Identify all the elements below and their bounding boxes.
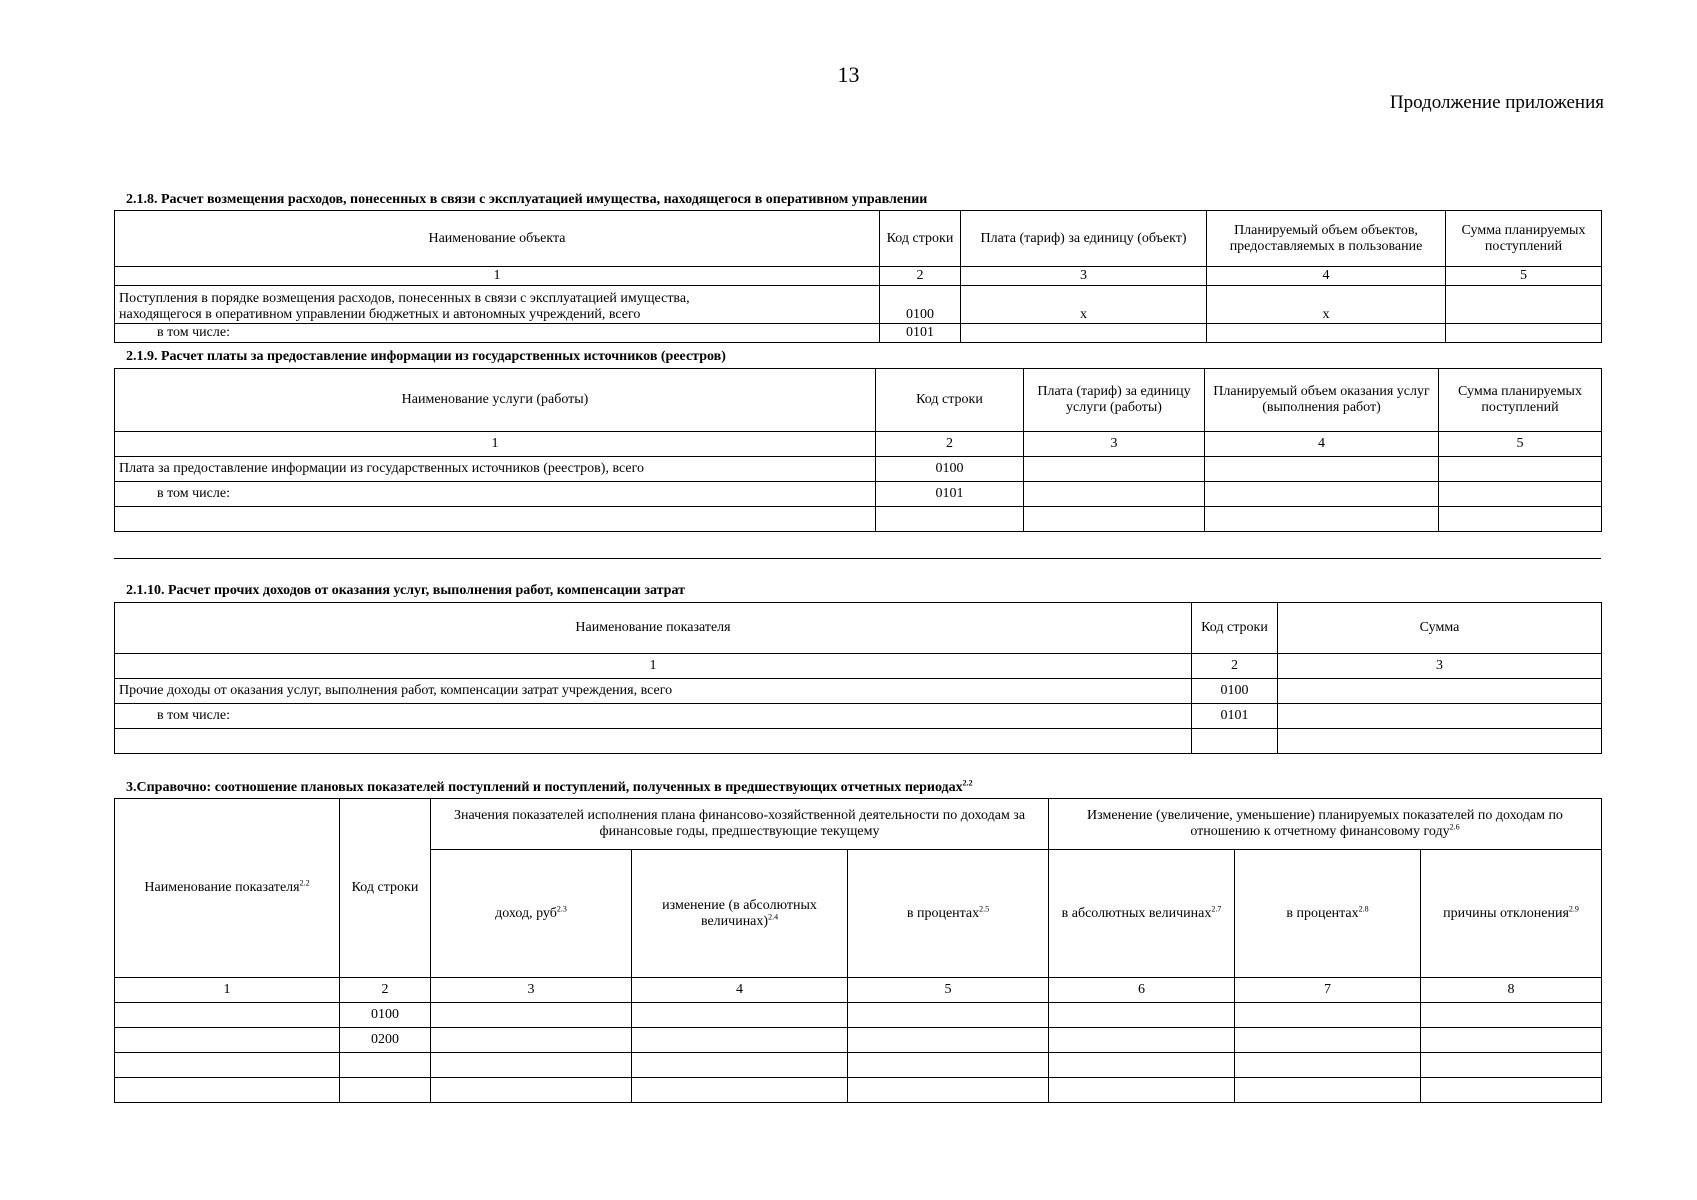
- row-cell: [340, 1078, 431, 1103]
- col-service-name: Наименование услуги (работы): [115, 369, 876, 432]
- row-tariff: х: [961, 286, 1207, 324]
- row-cell: [632, 1028, 848, 1053]
- footnote-ref: 2.2: [299, 878, 310, 888]
- row-cell: [340, 1053, 431, 1078]
- col-number: 2: [876, 432, 1024, 457]
- col-number: 4: [1205, 432, 1439, 457]
- row-volume: [1205, 482, 1439, 507]
- row-sum: [1278, 704, 1602, 729]
- col-indicator-name: Наименование показателя: [115, 603, 1192, 654]
- row-cell: [1235, 1028, 1421, 1053]
- col-number: 3: [1278, 654, 1602, 679]
- row-cell: [431, 1028, 632, 1053]
- col-code: Код строки: [876, 369, 1024, 432]
- footnote-ref: 2.9: [1568, 903, 1579, 913]
- row-name-line: находящегося в оперативном управлении бюджетных и автономных учреждений, всего: [119, 307, 641, 322]
- col-tariff: Плата (тариф) за единицу (объект): [961, 211, 1207, 267]
- row-cell: [1421, 1078, 1602, 1103]
- col-number: 1: [115, 432, 876, 457]
- row-cell: [632, 1078, 848, 1103]
- row-name: Прочие доходы от оказания услуг, выполнения работ, компенсации затрат учреждения, всего: [115, 679, 1192, 704]
- row-name: в том числе:: [115, 324, 880, 343]
- row-cell: [115, 1028, 340, 1053]
- table-2110-number-row: [115, 654, 1602, 679]
- col-number: 2: [340, 978, 431, 1003]
- section-3-title-text: 3.Справочно: соотношение плановых показателей поступлений и поступлений, полученных в предшествующих отчетных периодах: [126, 780, 963, 795]
- row-code: 0101: [876, 482, 1024, 507]
- row-name: [115, 286, 880, 324]
- row-cell: [431, 1078, 632, 1103]
- table-218: [114, 210, 1602, 343]
- row-tariff: [1024, 507, 1205, 532]
- row-cell: [431, 1053, 632, 1078]
- col-number: 3: [431, 978, 632, 1003]
- row-tariff: [961, 324, 1207, 343]
- col-absolute-text: в абсолютных величинах: [1061, 905, 1212, 921]
- col-percent-text: в процентах: [906, 905, 980, 921]
- row-cell: [848, 1028, 1049, 1053]
- col-sum: Сумма планируемых поступлений: [1439, 369, 1602, 432]
- row-cell: [1421, 1028, 1602, 1053]
- row-volume: [1205, 457, 1439, 482]
- table-219-header-row: [115, 369, 1602, 432]
- row-sum: [1446, 324, 1602, 343]
- table-219-number-row: [115, 432, 1602, 457]
- row-code: 0200: [340, 1028, 431, 1053]
- row-name: [115, 507, 876, 532]
- col-percent-change: [1235, 850, 1421, 978]
- table-row: [115, 679, 1602, 704]
- row-cell: [1049, 1078, 1235, 1103]
- col-percent-change-text: в процентах: [1286, 905, 1359, 921]
- table-3-number-row: [115, 978, 1602, 1003]
- footnote-ref: 2.7: [1211, 903, 1222, 913]
- col-number: 1: [115, 654, 1192, 679]
- table-3-header-row: [115, 799, 1602, 850]
- footnote-ref: 2.8: [1358, 903, 1369, 913]
- row-volume: [1205, 507, 1439, 532]
- col-number: 5: [848, 978, 1049, 1003]
- table-2110-header-row: [115, 603, 1602, 654]
- col-sum: Сумма: [1278, 603, 1602, 654]
- col-number: 4: [1207, 267, 1446, 286]
- row-code: 0101: [1192, 704, 1278, 729]
- table-row: [115, 1078, 1602, 1103]
- col-change-absolute-text: изменение (в абсолютных величинах): [662, 897, 817, 929]
- row-cell: [1421, 1053, 1602, 1078]
- table-row: [115, 507, 1602, 532]
- row-sum: [1439, 457, 1602, 482]
- row-cell: [1235, 1078, 1421, 1103]
- row-cell: [431, 1003, 632, 1028]
- row-name: в том числе:: [115, 704, 1192, 729]
- table-row: [115, 1028, 1602, 1053]
- row-code: 0100: [876, 457, 1024, 482]
- row-tariff: [1024, 457, 1205, 482]
- row-cell: [115, 1078, 340, 1103]
- footnote-ref: 2.4: [768, 911, 779, 921]
- row-cell: [1421, 1003, 1602, 1028]
- col-group-change: [1049, 799, 1602, 850]
- row-code: [1192, 729, 1278, 754]
- row-cell: [1235, 1003, 1421, 1028]
- row-volume: [1207, 324, 1446, 343]
- col-number: 2: [1192, 654, 1278, 679]
- col-number: 2: [880, 267, 961, 286]
- table-row: [115, 704, 1602, 729]
- col-code: Код строки: [1192, 603, 1278, 654]
- footnote-ref: 2.3: [556, 903, 567, 913]
- col-percent: [848, 850, 1049, 978]
- row-cell: [1049, 1053, 1235, 1078]
- row-sum: [1446, 286, 1602, 324]
- row-sum: [1439, 507, 1602, 532]
- row-name: Плата за предоставление информации из государственных источников (реестров), всего: [115, 457, 876, 482]
- col-deviation-reasons-text: причины отклонения: [1443, 905, 1569, 921]
- row-sum: [1278, 679, 1602, 704]
- row-volume: х: [1207, 286, 1446, 324]
- col-income: [431, 850, 632, 978]
- col-income-text: доход, руб: [495, 905, 557, 921]
- row-cell: [115, 1053, 340, 1078]
- row-cell: [848, 1003, 1049, 1028]
- col-volume: Планируемый объем оказания услуг (выполнения работ): [1205, 369, 1439, 432]
- col-number: 1: [115, 267, 880, 286]
- row-sum: [1439, 482, 1602, 507]
- col-number: 7: [1235, 978, 1421, 1003]
- section-3-title: [126, 780, 973, 796]
- col-number: 3: [961, 267, 1207, 286]
- col-number: 5: [1439, 432, 1602, 457]
- col-deviation-reasons: [1421, 850, 1602, 978]
- row-code: 0100: [1192, 679, 1278, 704]
- col-group-execution: Значения показателей исполнения плана финансово-хозяйственной деятельности по доходам за финансовые годы, предшествующие текущему: [431, 799, 1049, 850]
- row-name: [115, 729, 1192, 754]
- col-number: 8: [1421, 978, 1602, 1003]
- section-219-title: 2.1.9. Расчет платы за предоставление информации из государственных источников (реестров): [126, 349, 726, 364]
- col-indicator-name: [115, 799, 340, 978]
- col-change-absolute: [632, 850, 848, 978]
- row-cell: [632, 1053, 848, 1078]
- col-group-change-text: Изменение (увеличение, уменьшение) планируемых показателей по доходам по отношению к отчетному финансовому году: [1087, 808, 1563, 839]
- col-number: 3: [1024, 432, 1205, 457]
- col-code: Код строки: [880, 211, 961, 267]
- col-tariff: Плата (тариф) за единицу услуги (работы): [1024, 369, 1205, 432]
- footnote-ref: 2.5: [979, 903, 990, 913]
- row-code: 0101: [880, 324, 961, 343]
- table-2110: [114, 602, 1602, 754]
- row-code: 0100: [880, 286, 961, 324]
- row-code: 0100: [340, 1003, 431, 1028]
- row-cell: [848, 1078, 1049, 1103]
- col-object-name: Наименование объекта: [115, 211, 880, 267]
- col-absolute: [1049, 850, 1235, 978]
- col-sum: Сумма планируемых поступлений: [1446, 211, 1602, 267]
- row-tariff: [1024, 482, 1205, 507]
- col-volume: Планируемый объем объектов, предоставляемых в пользование: [1207, 211, 1446, 267]
- divider-line: [114, 558, 1601, 559]
- table-219: [114, 368, 1602, 532]
- col-number: 4: [632, 978, 848, 1003]
- row-sum: [1278, 729, 1602, 754]
- col-code: Код строки: [340, 799, 431, 978]
- section-2110-title: 2.1.10. Расчет прочих доходов от оказания услуг, выполнения работ, компенсации затрат: [126, 583, 685, 598]
- row-cell: [115, 1003, 340, 1028]
- row-cell: [1049, 1003, 1235, 1028]
- table-row: [115, 324, 1602, 343]
- row-code: [876, 507, 1024, 532]
- table-row: [115, 1003, 1602, 1028]
- table-row: [115, 286, 1602, 324]
- col-number: 6: [1049, 978, 1235, 1003]
- footnote-ref: 2.2: [962, 778, 973, 788]
- continuation-label: Продолжение приложения: [1389, 92, 1604, 113]
- table-3: [114, 798, 1602, 1103]
- table-row: [115, 457, 1602, 482]
- footnote-ref: 2.6: [1449, 822, 1460, 832]
- row-cell: [1049, 1028, 1235, 1053]
- row-cell: [848, 1053, 1049, 1078]
- row-cell: [632, 1003, 848, 1028]
- section-218-title: 2.1.8. Расчет возмещения расходов, понесенных в связи с эксплуатацией имущества, находящегося в оперативном управлении: [126, 192, 928, 207]
- col-number: 5: [1446, 267, 1602, 286]
- row-cell: [1235, 1053, 1421, 1078]
- row-name: в том числе:: [115, 482, 876, 507]
- row-name-line: Поступления в порядке возмещения расходов, понесенных в связи с эксплуатацией имущества,: [119, 291, 690, 306]
- table-218-header-row: [115, 211, 1602, 267]
- page-number: 13: [837, 62, 860, 87]
- col-number: 1: [115, 978, 340, 1003]
- col-indicator-name-text: Наименование показателя: [144, 880, 300, 895]
- table-row: [115, 1053, 1602, 1078]
- table-row: [115, 482, 1602, 507]
- table-218-number-row: [115, 267, 1602, 286]
- table-row: [115, 729, 1602, 754]
